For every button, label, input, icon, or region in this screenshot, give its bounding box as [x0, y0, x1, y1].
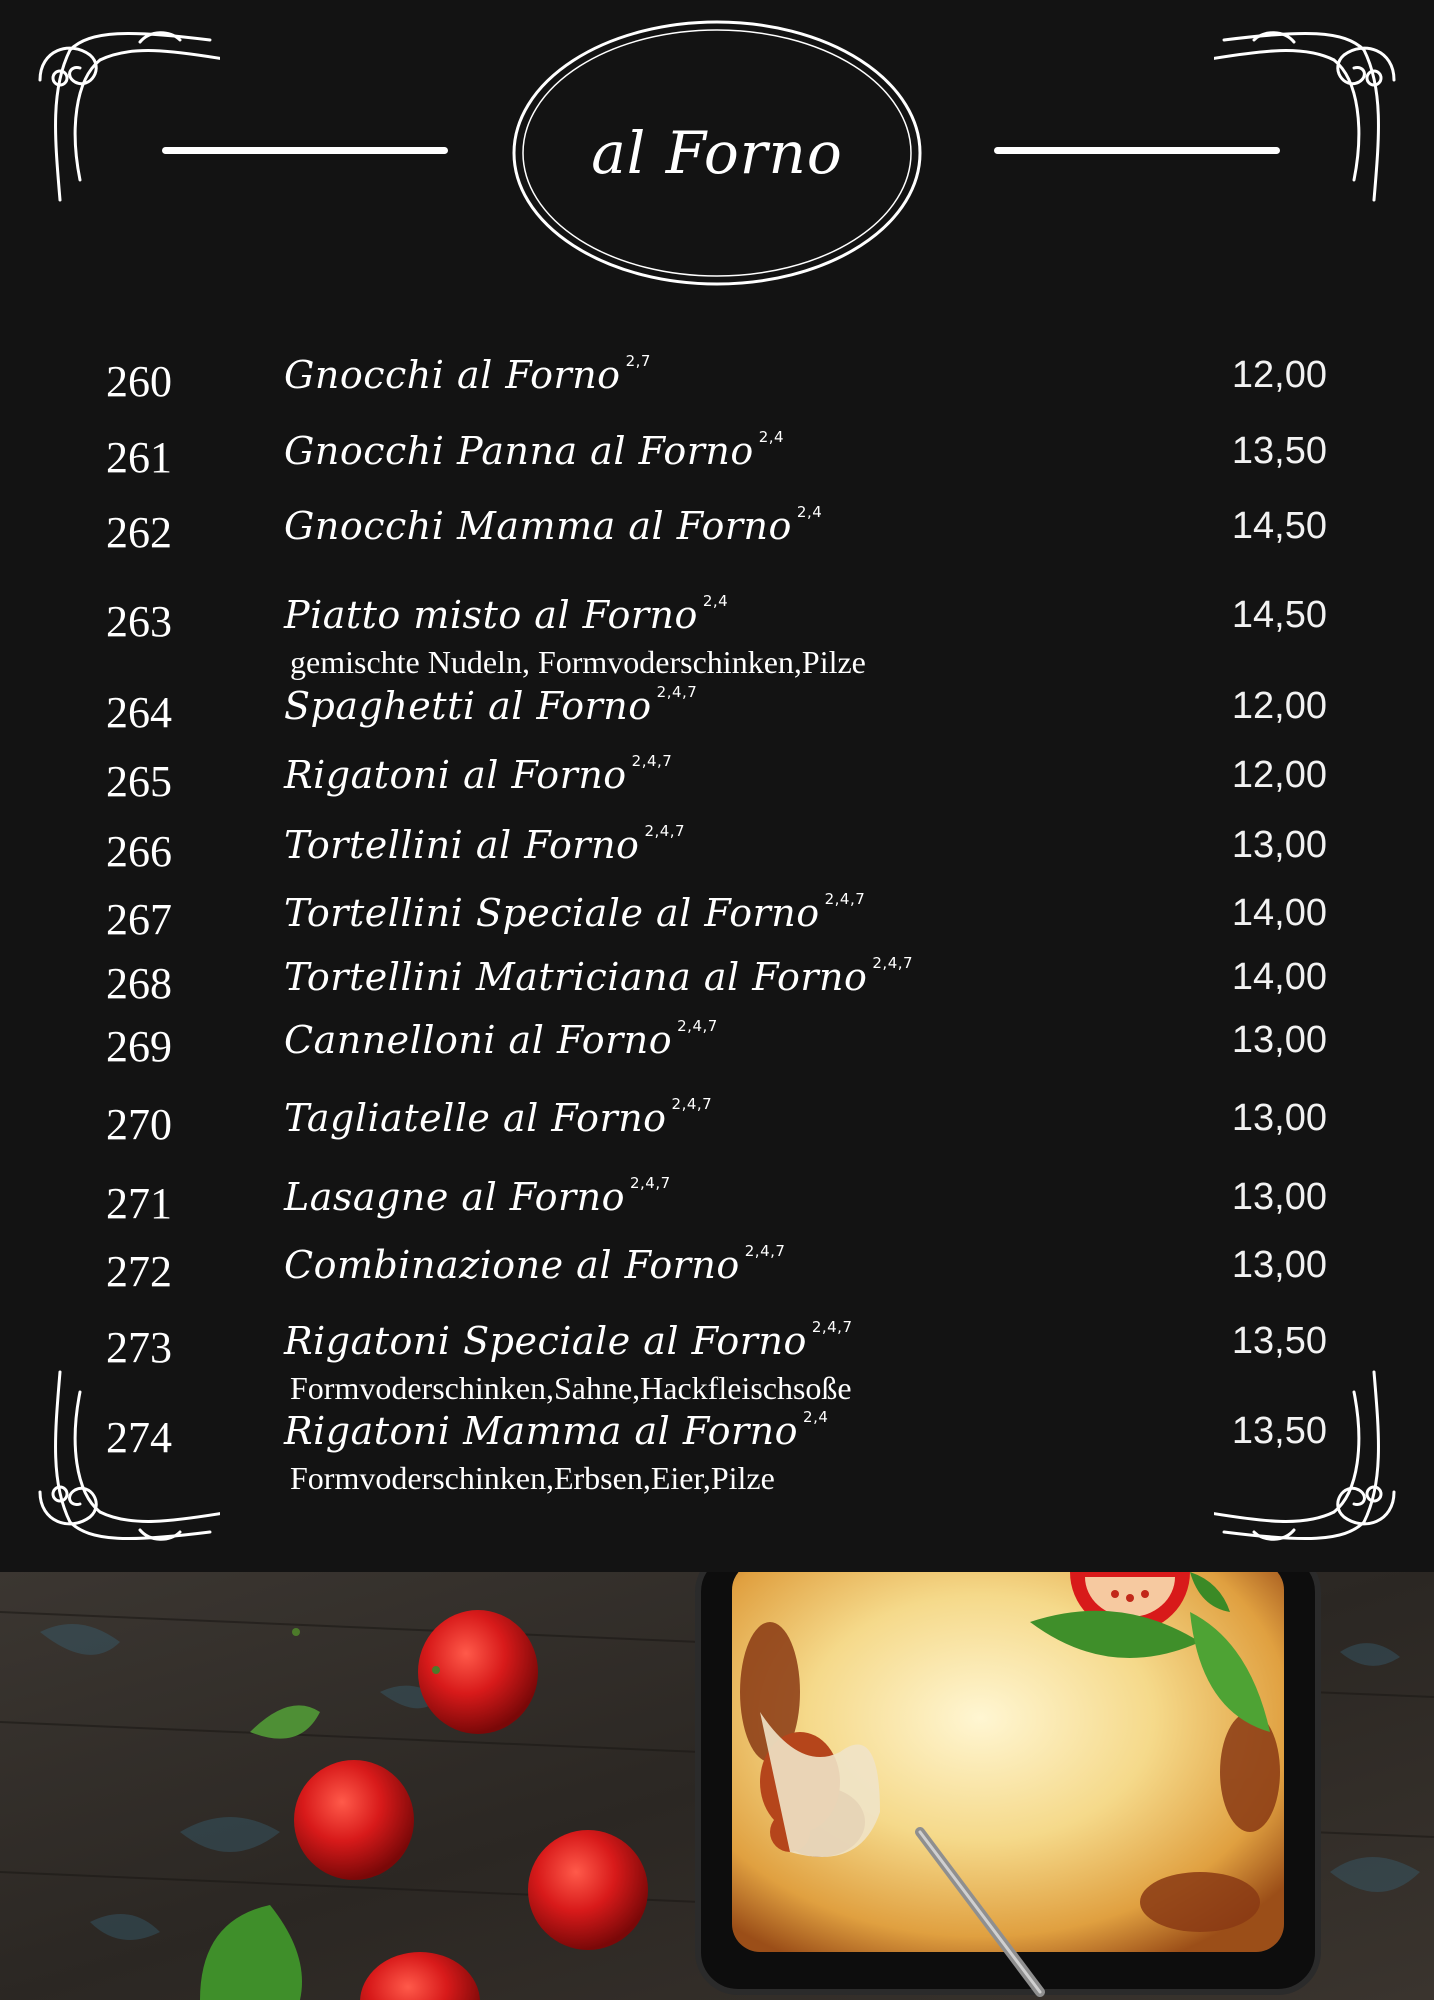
item-number: 268 — [106, 959, 172, 1008]
header-rule-right — [994, 147, 1280, 154]
item-name — [284, 352, 651, 397]
allergen-codes: 2,4,7 — [656, 683, 698, 701]
allergen-codes: 2,4,7 — [811, 1318, 853, 1336]
item-number: 264 — [106, 688, 172, 737]
item-name — [284, 1174, 671, 1219]
item-number: 271 — [106, 1179, 172, 1228]
item-name-text: Spaghetti al Forno — [284, 684, 652, 728]
item-number: 269 — [106, 1022, 172, 1071]
item-name — [284, 954, 914, 999]
header-rule-left — [162, 147, 448, 154]
page-title: al Forno — [591, 119, 843, 187]
item-price: 13,00 — [1231, 1097, 1327, 1139]
item-number: 266 — [106, 827, 172, 876]
item-name-text: Cannelloni al Forno — [284, 1018, 673, 1062]
item-price: 12,00 — [1231, 685, 1327, 727]
item-name-text: Tortellini Speciale al Forno — [284, 891, 820, 935]
item-description: Formvoderschinken,Erbsen,Eier,Pilze — [290, 1460, 775, 1496]
item-price: 13,00 — [1231, 1019, 1327, 1061]
item-name — [284, 1242, 786, 1287]
item-name-text: Gnocchi al Forno — [284, 353, 621, 397]
item-price: 12,00 — [1231, 354, 1327, 396]
allergen-codes: 2,7 — [625, 352, 651, 370]
item-name-text: Rigatoni Speciale al Forno — [284, 1319, 807, 1363]
allergen-codes: 2,4,7 — [631, 752, 673, 770]
item-name — [284, 1318, 853, 1363]
item-name — [284, 1095, 713, 1140]
item-name-text: Rigatoni al Forno — [284, 753, 627, 797]
item-number: 265 — [106, 757, 172, 806]
item-name — [284, 428, 785, 473]
allergen-codes: 2,4 — [796, 503, 823, 521]
item-name — [284, 1408, 829, 1453]
item-name-text: Gnocchi Mamma al Forno — [284, 504, 792, 548]
allergen-codes: 2,4,7 — [644, 822, 686, 840]
item-number: 261 — [106, 433, 172, 482]
item-description: gemischte Nudeln, Formvoderschinken,Pilze — [290, 644, 866, 680]
corner-flourish-top-left — [30, 20, 220, 210]
allergen-codes: 2,4 — [702, 592, 729, 610]
item-number: 270 — [106, 1100, 172, 1149]
item-name-text: Tortellini Matriciana al Forno — [284, 955, 868, 999]
item-price: 13,00 — [1231, 1244, 1327, 1286]
item-name-text: Gnocchi Panna al Forno — [284, 429, 754, 473]
item-number: 272 — [106, 1247, 172, 1296]
item-price: 13,50 — [1231, 430, 1327, 472]
item-price: 13,50 — [1231, 1410, 1327, 1452]
item-number: 263 — [106, 597, 172, 646]
item-price: 13,50 — [1231, 1320, 1327, 1362]
item-name — [284, 752, 673, 797]
item-price: 13,00 — [1231, 1176, 1327, 1218]
item-name — [284, 890, 866, 935]
item-description: Formvoderschinken,Sahne,Hackfleischsoße — [290, 1370, 852, 1406]
allergen-codes: 2,4,7 — [824, 890, 866, 908]
item-number: 262 — [106, 508, 172, 557]
allergen-codes: 2,4,7 — [677, 1017, 718, 1035]
allergen-codes: 2,4,7 — [744, 1242, 786, 1260]
corner-flourish-top-right — [1214, 20, 1404, 210]
item-name-text: Piatto misto al Forno — [284, 593, 698, 637]
item-name-text: Combinazione al Forno — [284, 1243, 740, 1287]
item-name — [284, 822, 686, 867]
corner-flourish-bottom-right — [1214, 1362, 1404, 1552]
item-name — [284, 1017, 718, 1062]
item-price: 14,00 — [1231, 956, 1327, 998]
item-number: 260 — [106, 357, 172, 406]
item-number: 274 — [106, 1413, 172, 1462]
allergen-codes: 2,4,7 — [671, 1095, 713, 1113]
allergen-codes: 2,4 — [758, 428, 785, 446]
allergen-codes: 2,4,7 — [872, 954, 914, 972]
item-price: 14,50 — [1231, 505, 1327, 547]
item-name-text: Tortellini al Forno — [284, 823, 640, 867]
item-price: 13,00 — [1231, 824, 1327, 866]
item-name — [284, 683, 698, 728]
item-number: 273 — [106, 1323, 172, 1372]
item-name — [284, 503, 823, 548]
title-oval — [510, 18, 924, 288]
item-price: 12,00 — [1231, 754, 1327, 796]
allergen-codes: 2,4,7 — [629, 1174, 671, 1192]
food-photo — [0, 1572, 1434, 2000]
item-price: 14,50 — [1231, 594, 1327, 636]
item-price: 14,00 — [1231, 892, 1327, 934]
allergen-codes: 2,4 — [803, 1408, 829, 1426]
item-name-text: Rigatoni Mamma al Forno — [284, 1409, 799, 1453]
item-number: 267 — [106, 895, 172, 944]
item-name — [284, 592, 729, 637]
item-name-text: Lasagne al Forno — [284, 1175, 625, 1219]
item-name-text: Tagliatelle al Forno — [284, 1096, 667, 1140]
